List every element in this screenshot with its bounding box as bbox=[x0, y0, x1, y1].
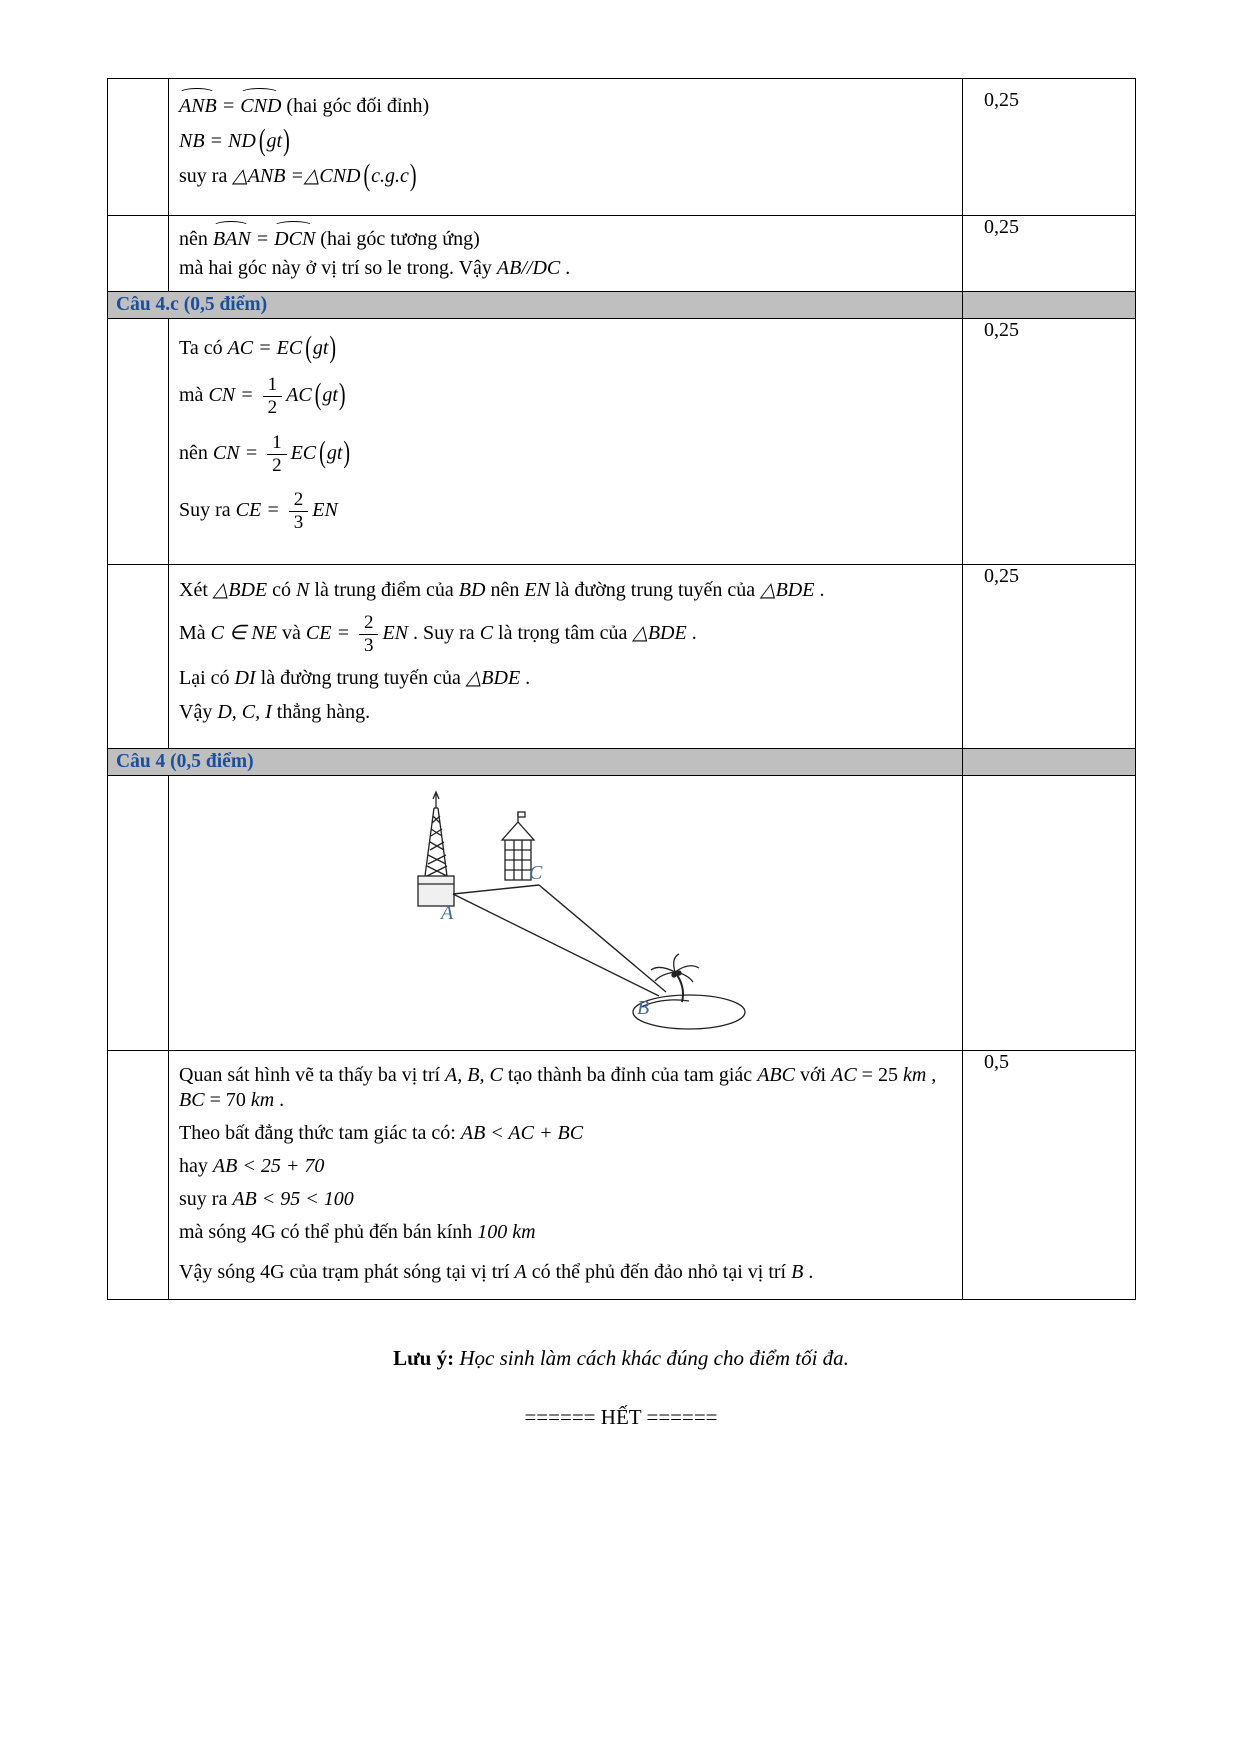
page-footer bbox=[107, 1346, 1135, 1430]
note-text: Học sinh làm cách khác đúng cho điểm tối đa. bbox=[454, 1346, 849, 1370]
text-segment: là đường trung tuyến của bbox=[255, 666, 466, 689]
math-line bbox=[179, 666, 950, 691]
math-angle-arc: CND bbox=[240, 95, 282, 117]
math-segment: AC bbox=[831, 1064, 857, 1086]
big-paren-group: ( gt ) bbox=[319, 435, 351, 470]
text-segment: = 70 bbox=[204, 1089, 251, 1111]
solution-cell bbox=[169, 565, 963, 749]
math-segment: C ∈ NE bbox=[210, 621, 277, 644]
gutter-cell bbox=[108, 565, 169, 749]
section-header-points-cell bbox=[963, 292, 1136, 319]
math-line bbox=[179, 578, 950, 603]
math-line bbox=[179, 94, 950, 119]
math-angle-arc: DCN bbox=[274, 228, 316, 250]
math-segment: △ANB =△CND bbox=[232, 165, 361, 187]
text-segment: nên bbox=[485, 579, 525, 601]
math-segment: C bbox=[479, 621, 494, 644]
text-segment: là trung điểm của bbox=[309, 579, 459, 601]
math-segment: △BDE bbox=[465, 666, 521, 689]
points-cell: 0,25 bbox=[963, 565, 1136, 749]
math-angle-arc: ANB bbox=[179, 95, 217, 117]
text-segment: Suy ra bbox=[179, 499, 236, 522]
math-line bbox=[179, 256, 950, 281]
math-segment: A bbox=[514, 1261, 527, 1283]
math-line bbox=[179, 432, 950, 477]
text-segment: (hai góc tương ứng) bbox=[315, 228, 480, 250]
math-segment: = bbox=[250, 228, 275, 250]
math-segment: CN = bbox=[208, 383, 259, 406]
big-paren-group: ( gt ) bbox=[305, 330, 337, 365]
points-cell: 0,5 bbox=[963, 1051, 1136, 1300]
gutter-cell bbox=[108, 319, 169, 565]
text-segment: và bbox=[277, 621, 306, 644]
math-segment: AB < AC + BC bbox=[460, 1122, 584, 1144]
text-line bbox=[179, 1154, 950, 1179]
text-segment: . bbox=[686, 621, 697, 644]
gutter-cell bbox=[108, 216, 169, 292]
math-line bbox=[179, 700, 950, 725]
points-cell: 0,25 bbox=[963, 79, 1136, 216]
text-segment: hay bbox=[179, 1155, 213, 1177]
text-segment: suy ra bbox=[179, 165, 233, 187]
text-segment: là trọng tâm của bbox=[493, 621, 633, 644]
text-segment: thẳng hàng. bbox=[271, 700, 371, 723]
section-header-points-cell bbox=[963, 749, 1136, 776]
math-segment: AB < 95 < 100 bbox=[232, 1188, 354, 1210]
teacher-note bbox=[107, 1346, 1135, 1371]
fraction: $\frac{2}{3}$ bbox=[359, 612, 379, 657]
math-segment: AB < 25 + 70 bbox=[212, 1155, 325, 1177]
math-segment: EN bbox=[312, 499, 338, 522]
text-segment: . Suy ra bbox=[408, 621, 480, 644]
math-segment: ABC bbox=[757, 1064, 795, 1086]
text-segment: nên bbox=[179, 441, 213, 464]
gutter-cell bbox=[108, 79, 169, 216]
table-row bbox=[108, 216, 1136, 292]
text-segment: . bbox=[560, 257, 571, 279]
math-line bbox=[179, 330, 950, 365]
text-segment: . bbox=[274, 1089, 285, 1111]
math-segment: EN bbox=[382, 621, 409, 644]
points-cell bbox=[963, 776, 1136, 1051]
math-segment: D, C, I bbox=[217, 700, 272, 723]
math-segment: CE = bbox=[235, 499, 285, 522]
big-paren-group: ( gt ) bbox=[258, 123, 290, 158]
solution-cell bbox=[169, 319, 963, 565]
triangle-lines bbox=[453, 885, 666, 996]
text-segment: (hai góc đối đỉnh) bbox=[281, 95, 430, 117]
math-line bbox=[179, 489, 950, 534]
math-segment: △BDE bbox=[632, 621, 687, 644]
text-segment: Xét bbox=[179, 579, 213, 601]
end-marker: ====== HẾT ====== bbox=[524, 1405, 718, 1429]
table-row bbox=[108, 565, 1136, 749]
math-segment: EC bbox=[290, 441, 317, 464]
text-line bbox=[179, 1121, 950, 1146]
table-row bbox=[108, 1051, 1136, 1300]
text-segment: mà hai góc này ở vị trí so le trong. Vậy bbox=[179, 257, 497, 279]
figure-labels bbox=[439, 862, 649, 1019]
text-segment: suy ra bbox=[179, 1188, 233, 1210]
text-segment: mà bbox=[179, 383, 209, 406]
table-row bbox=[108, 79, 1136, 216]
gutter-cell bbox=[108, 776, 169, 1051]
math-angle-arc: BAN bbox=[212, 228, 251, 250]
math-segment: EN bbox=[524, 579, 550, 601]
big-paren-group: ( gt ) bbox=[314, 377, 346, 412]
text-segment: mà sóng 4G có thể phủ đến bán kính bbox=[179, 1221, 478, 1243]
math-segment: N bbox=[296, 579, 310, 601]
text-segment: Vậy sóng 4G của trạm phát sóng tại vị trí bbox=[179, 1261, 515, 1283]
text-line bbox=[179, 1187, 950, 1212]
fraction: $\frac{1}{2}$ bbox=[263, 374, 283, 419]
text-segment: có thể phủ đến đảo nhỏ tại vị trí bbox=[526, 1261, 792, 1283]
solution-cell bbox=[169, 216, 963, 292]
math-segment: AC bbox=[286, 383, 312, 406]
text-segment: Lại có bbox=[179, 666, 235, 689]
label-B: B bbox=[637, 997, 650, 1019]
section-header: Câu 4 (0,5 điểm) bbox=[108, 749, 963, 776]
figure bbox=[389, 788, 950, 1044]
math-segment: AB//DC bbox=[496, 257, 561, 279]
math-line bbox=[179, 227, 950, 252]
big-paren-group: ( c.g.c ) bbox=[363, 158, 417, 193]
text-line bbox=[179, 1063, 950, 1113]
solution-cell bbox=[169, 1051, 963, 1300]
text-segment: . bbox=[803, 1261, 814, 1283]
text-segment: = 25 bbox=[856, 1064, 903, 1086]
section-header-row bbox=[108, 292, 1136, 319]
text-segment: Mà bbox=[179, 621, 211, 644]
text-segment: . bbox=[814, 579, 825, 601]
text-segment: là đường trung tuyến của bbox=[549, 579, 761, 601]
fraction: $\frac{1}{2}$ bbox=[267, 432, 287, 477]
text-segment: với bbox=[794, 1064, 832, 1086]
gutter-cell bbox=[108, 1051, 169, 1300]
fraction: $\frac{2}{3}$ bbox=[289, 489, 309, 534]
table-row bbox=[108, 319, 1136, 565]
solution-cell bbox=[169, 79, 963, 216]
text-segment: Vậy bbox=[179, 700, 218, 723]
math-line bbox=[179, 374, 950, 419]
math-segment: CE = bbox=[305, 621, 355, 644]
answer-key-table bbox=[107, 78, 1136, 1300]
section-header-row bbox=[108, 749, 1136, 776]
math-segment: BD bbox=[458, 579, 486, 601]
text-segment: . bbox=[520, 666, 531, 689]
math-segment: △BDE bbox=[760, 579, 815, 601]
text-segment: , bbox=[926, 1064, 937, 1086]
math-segment: km bbox=[902, 1064, 927, 1086]
math-segment: 100 km bbox=[477, 1221, 536, 1243]
text-segment: Ta có bbox=[179, 337, 228, 359]
math-segment: km bbox=[250, 1089, 275, 1111]
broadcast-figure bbox=[389, 788, 759, 1038]
label-C: C bbox=[529, 862, 543, 884]
text-line bbox=[179, 1220, 950, 1245]
math-segment: △BDE bbox=[212, 579, 268, 601]
math-segment: B bbox=[791, 1261, 804, 1283]
text-segment: có bbox=[267, 579, 297, 601]
label-A: A bbox=[441, 902, 454, 924]
math-line bbox=[179, 158, 950, 193]
text-segment: tạo thành ba đỉnh của tam giác bbox=[502, 1064, 758, 1086]
math-segment: = bbox=[216, 95, 241, 117]
figure-row bbox=[108, 776, 1136, 1051]
text-segment: Theo bất đẳng thức tam giác ta có: bbox=[179, 1122, 461, 1144]
points-cell: 0,25 bbox=[963, 216, 1136, 292]
math-line bbox=[179, 612, 950, 657]
text-line bbox=[179, 1260, 950, 1285]
math-segment: DI bbox=[234, 666, 256, 689]
math-segment: AC = EC bbox=[227, 337, 303, 359]
text-segment: Quan sát hình vẽ ta thấy ba vị trí bbox=[179, 1064, 446, 1086]
note-label: Lưu ý: bbox=[393, 1346, 455, 1370]
radio-tower-icon bbox=[418, 792, 454, 906]
math-line bbox=[179, 123, 950, 158]
points-cell: 0,25 bbox=[963, 319, 1136, 565]
math-segment: BC bbox=[179, 1089, 205, 1111]
math-segment: A, B, C bbox=[445, 1064, 503, 1086]
figure-cell bbox=[169, 776, 963, 1051]
text-segment: nên bbox=[179, 228, 213, 250]
math-segment: CN = bbox=[212, 441, 264, 464]
math-segment: NB = ND bbox=[179, 130, 256, 152]
section-header: Câu 4.c (0,5 điểm) bbox=[108, 292, 963, 319]
